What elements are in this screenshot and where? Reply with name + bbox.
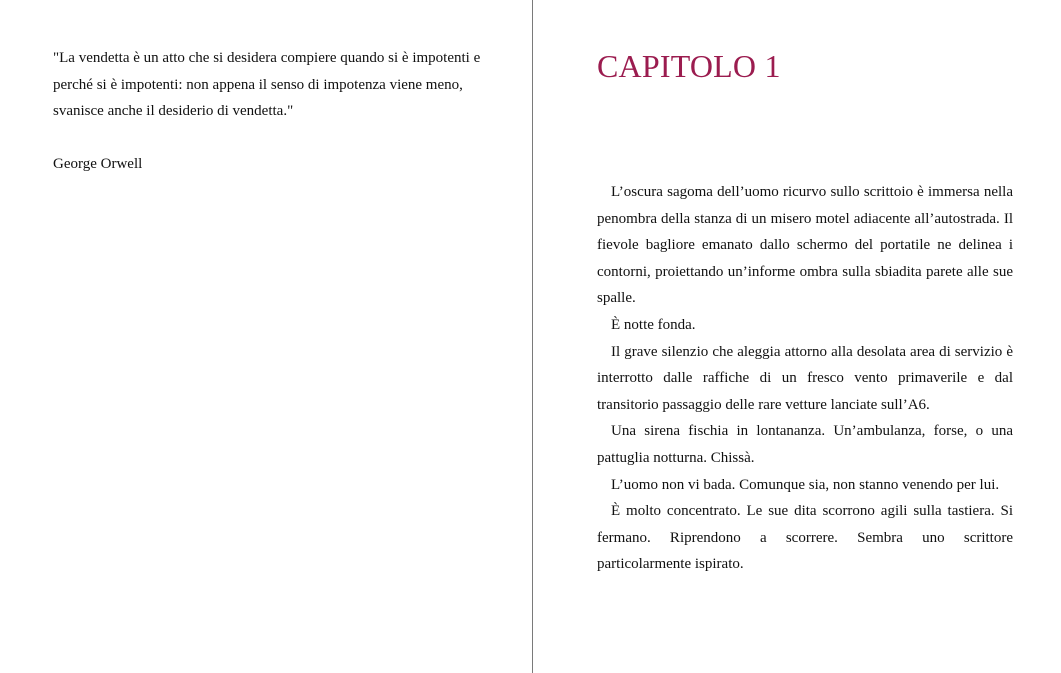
chapter-body (597, 179, 1013, 578)
chapter-title: CAPITOLO 1 (597, 48, 781, 84)
paragraph: Una sirena fischia in lontananza. Un’ambulanza, forse, o una pattuglia notturna. Chissà. (597, 423, 1013, 466)
paragraph: Il grave silenzio che aleggia attorno alla desolata area di servizio è interrotto dalle raffiche di un fresco vento primaverile e dal transitorio passaggio delle rare vetture lanciate sull’A6. (597, 343, 1013, 413)
epigraph-author: George Orwell (53, 156, 143, 172)
paragraph: È notte fonda. (611, 316, 696, 333)
paragraph: L’oscura sagoma dell’uomo ricurvo sullo scrittoio è immersa nella penombra della stanza di un misero motel adiacente all’autostrada. Il fievole bagliore emanato dallo schermo del portatile ne delinea i contorni, proiettando un’informe ombra sulla sbiadita parete alle sue spalle. (597, 184, 1013, 307)
paragraph: È molto concentrato. Le sue dita scorrono agili sulla tastiera. Si fermano. Riprendono a scorrere. Sembra uno scrittore particolarmente ispirato. (597, 503, 1013, 573)
paragraph: L’uomo non vi bada. Comunque sia, non stanno venendo per lui. (611, 476, 1000, 493)
right-page (533, 0, 1061, 673)
epigraph-quote: "La vendetta è un atto che si desidera compiere quando si è impotenti e perché si è impotenti: non appena il senso di impotenza viene meno, svanisce anche il desiderio di vendetta." (53, 50, 481, 119)
